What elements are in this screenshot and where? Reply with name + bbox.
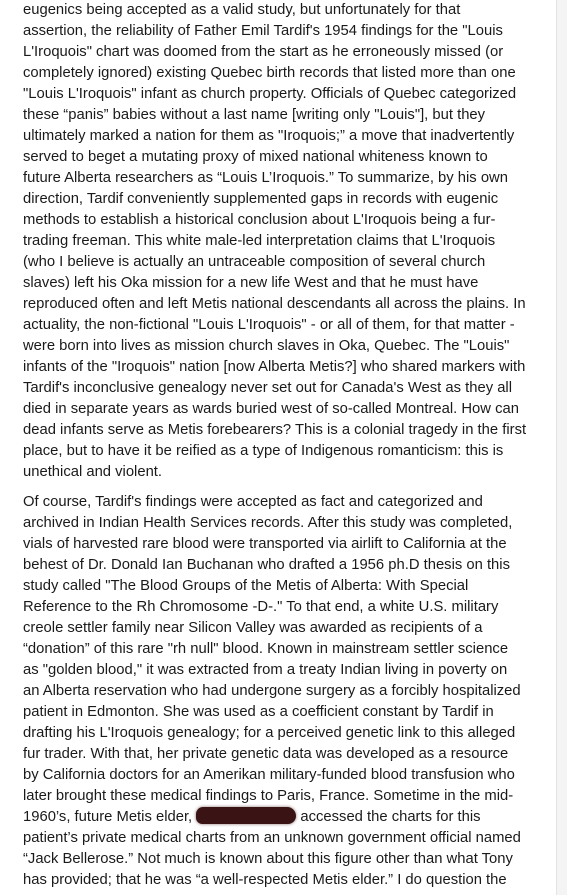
paragraph-tardif-findings: eugenics being accepted as a valid study, but unfortunately for that assertion, the reliability of Father Emil Tardif's 1954 findings for the "Louis L'Iroquois" chart was doomed from the start as he erroneously missed (or completely ignored) existing Quebec birth records that listed more than one "Louis L'Iroquois" infant as church property. Officials of Quebec categorized these “panis” babies without a last name [writing only "Louis"], but they ultimately marked a nation for them as "Iroquois;” a move that inadvertently served to beget a mutating proxy of mixed national whiteness known to future Alberta researchers as “Louis L’Iroquois.” To summarize, by his own direction, Tardif conveniently supplemented gaps in records with eugenic methods to establish a historical conclusion about L'Iroquois being a fur- trading freeman. This white male-led interpretation claims that L'Iroquois (who I believe is actually an untraceable composition of several church slaves) left his Oka mission for a new life West and that he must have reproduced often and left Metis national descendants all across the plains. In actuality, the non-fictional "Louis L'Iroquois" - or all of them, for that matter - were born into lives as mission church slaves in Oka, Quebec. The "Louis" infants of the "Iroquois" nation [now Alberta Metis?] who shared markers with Tardif's inconclusive genealogy never set out for Canada's West as they all died in separate years as wards buried west of so-called Montreal. How can dead infants serve as Metis forebearers? This is a colonial tragedy in the first place, but to have it be reified as a type of Indigenous romanticism: this is unethical and violent. xyxy=(23,2,527,480)
paragraph-text-before-redaction: Of course, Tardif's findings were accepted as fact and categorized and archived in Indian Health Services records. After this study was completed, vials of harvested rare blood were transported via airlift to California at the behest of Dr. Donald Ian Buchanan who drafted a 1956 ph.D thesis on this study called "The Blood Groups of the Metis of Alberta: With Special Reference to the Rh Chromosome -D-." To that end, a white U.S. military creole settler family near Silicon Valley was awarded as recipients of a “donation” of this rare "rh null" blood. Known in mainstream settler science as "golden blood," it was extracted from a treaty Indian living in poverty on an Alberta reservation who had undergone surgery as a forcibly hospitalized patient in Edmonton. She was used as a coefficient constant by Tardif in drafting his L'Iroquois genealogy; for a perceived genetic link to this alleged fur trader. With that, her private genetic data was developed as a resource by California doctors for an Amerikan military-funded blood transfusion who later brought these medical findings to Paris, France. Sometime in the mid- 1960’s, future Metis elder, xyxy=(23,494,521,825)
redaction-mark xyxy=(196,807,296,824)
page-bottom-fade xyxy=(0,889,557,895)
document-body xyxy=(23,0,551,891)
paragraph-text-after-redaction: accessed the charts for this patient’s private medical charts from an unknown government official named “Jack Bellerose.” Not much is known about this figure other than what Tony has provided; that he was “a well-respected Metis elder.” I do question the xyxy=(23,809,521,888)
scrollbar[interactable] xyxy=(556,0,567,895)
paragraph-blood-groups xyxy=(23,492,551,891)
